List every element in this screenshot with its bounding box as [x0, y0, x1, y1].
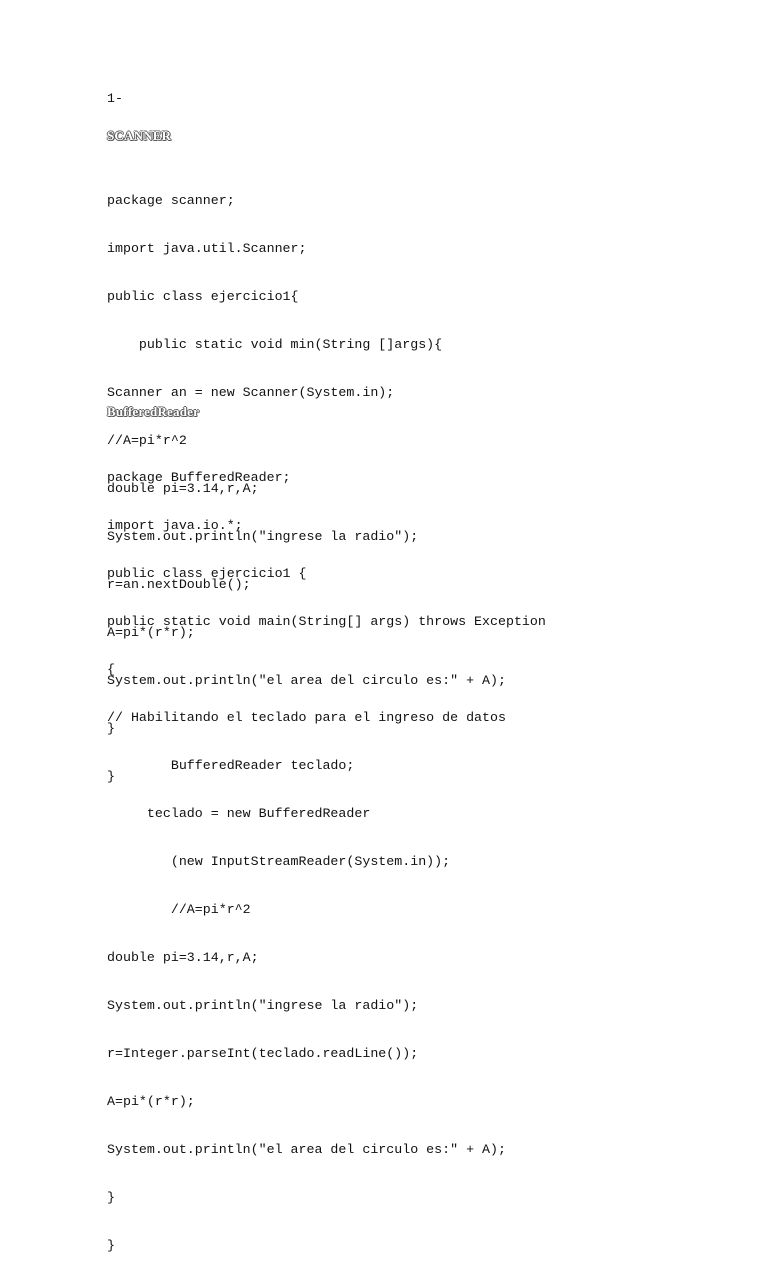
code-line: } [107, 769, 115, 784]
code-line: public static void main(String[] args) throws Exception [107, 614, 546, 629]
code-block-bufferedreader [107, 438, 546, 1286]
code-line: public class ejercicio1 { [107, 566, 307, 581]
code-line: System.out.println("ingrese la radio"); [107, 998, 419, 1013]
code-line: public class ejercicio1{ [107, 289, 299, 304]
code-line: { [107, 662, 115, 677]
section-heading-scanner: SCANNER [107, 128, 172, 143]
code-line: public static void min(String []args){ [107, 337, 443, 352]
code-line: double pi=3.14,r,A; [107, 950, 259, 965]
code-line: BufferedReader teclado; [107, 758, 355, 773]
code-line: //A=pi*r^2 [107, 902, 251, 917]
code-line: package scanner; [107, 193, 235, 208]
code-line: teclado = new BufferedReader [107, 806, 371, 821]
code-line: Scanner an = new Scanner(System.in); [107, 385, 395, 400]
code-line: A=pi*(r*r); [107, 625, 195, 640]
code-line: r=an.nextDouble(); [107, 577, 251, 592]
code-line: } [107, 721, 115, 736]
code-line: import java.util.Scanner; [107, 241, 307, 256]
code-line: System.out.println("el area del circulo es:" + A); [107, 673, 506, 688]
code-line: // Habilitando el teclado para el ingreso de datos [107, 710, 506, 725]
exercise-number: 1- [107, 91, 123, 106]
code-line: (new InputStreamReader(System.in)); [107, 854, 451, 869]
code-line: System.out.println("ingrese la radio"); [107, 529, 419, 544]
code-line: import java.io.*; [107, 518, 243, 533]
code-line: double pi=3.14,r,A; [107, 481, 259, 496]
code-line: } [107, 1238, 115, 1253]
section-heading-bufferedreader: BufferedReader [107, 404, 200, 419]
code-line: } [107, 1190, 115, 1205]
code-line: A=pi*(r*r); [107, 1094, 195, 1109]
code-line: System.out.println("el area del circulo es:" + A); [107, 1142, 506, 1157]
code-line: //A=pi*r^2 [107, 433, 187, 448]
code-line: package BufferedReader; [107, 470, 291, 485]
code-line: r=Integer.parseInt(teclado.readLine()); [107, 1046, 419, 1061]
